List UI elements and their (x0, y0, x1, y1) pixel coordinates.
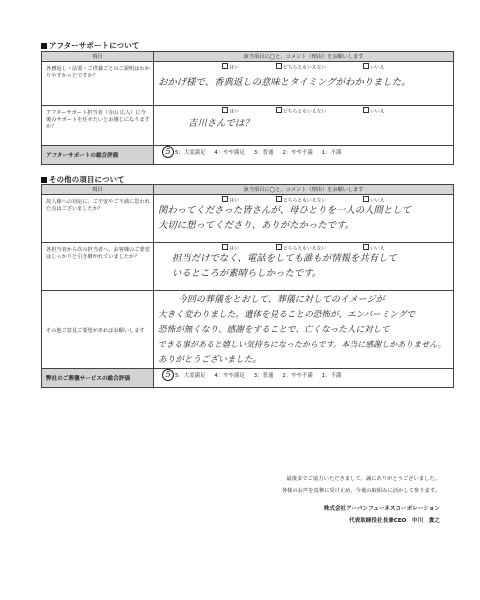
rating-option-5[interactable]: 5 5：大変満足 (162, 146, 205, 158)
overall-rating-label: 弊社のご葬儀サービスの総合評価 (42, 369, 154, 388)
option-no[interactable]: いいえ (363, 244, 384, 252)
option-neutral[interactable]: どちらともいえない (276, 196, 326, 204)
handwritten-comment: 吉川さんでは？ (188, 118, 254, 129)
handwritten-comment-line: 関わってくださった皆さんが、母ひとりを一人の人間として (158, 205, 412, 216)
overall-rating-label: アフターサポートの総合評価 (42, 146, 154, 165)
rating-option-4[interactable]: 4：やや満足 (214, 150, 245, 156)
option-no[interactable]: いいえ (363, 63, 384, 71)
header-answer: 該当項目に◯と、コメント（理由）をお願いします (154, 52, 454, 62)
rating-option-5[interactable]: 5 5：大変満足 (162, 369, 205, 381)
question-deceased-care: 故人様への対応に、ご不安やご不満に思われた点はございましたか？ (42, 195, 154, 243)
question-other-feedback: その他ご意見ご要望があればお願いします (42, 291, 154, 369)
question-support-staff: アフターサポート担当者（寺山 広入）に今後のサポートを任せたいとお感じになりますか？ (42, 106, 154, 146)
handwritten-comment-line: 大切に想ってくださり、ありがたかったです。 (158, 220, 355, 231)
header-item: 項目 (42, 185, 154, 195)
question-handover: 各担当者から次の担当者へ、お客様のご要望はしっかりと引き継がれていましたか？ (42, 243, 154, 291)
option-yes[interactable]: はい (222, 63, 239, 71)
section1-title: アフターサポートについて (41, 40, 139, 51)
option-no[interactable]: いいえ (363, 196, 384, 204)
circled-mark: 5 (162, 369, 174, 381)
rating-scale (154, 146, 453, 158)
section2-title: その他の項目について (41, 174, 125, 185)
rating-option-4[interactable]: 4：やや満足 (214, 373, 245, 379)
rating-scale (154, 369, 453, 381)
closing-thanks: 最後までご協力いただきまして、誠にありがとうございました。 (286, 476, 440, 482)
option-neutral[interactable]: どちらともいえない (276, 63, 326, 71)
rating-option-1[interactable]: 1：不満 (321, 150, 342, 156)
handwritten-comment-line: いるところが素晴らしかったです。 (172, 268, 322, 279)
option-neutral[interactable]: どちらともいえない (276, 244, 326, 252)
rating-option-3[interactable]: 3：普通 (253, 373, 274, 379)
option-yes[interactable]: はい (222, 107, 239, 115)
header-item: 項目 (42, 52, 154, 62)
handwritten-comment-line: 恐怖が無くなり、感謝をすることで、亡くなった人に対して (158, 325, 390, 335)
other-items-table (41, 184, 454, 388)
rating-option-3[interactable]: 3：普通 (253, 150, 274, 156)
rating-option-2[interactable]: 2：やや不満 (282, 373, 313, 379)
question-explanation: 各務返し・法要・ご供養ごとのご説明はわかりやすかったですか？ (42, 62, 154, 106)
handwritten-comment-line: 大きく変わりました。遺体を見ることの恐怖が、エンバーミングで (158, 310, 416, 320)
circled-mark: 5 (162, 146, 174, 158)
handwritten-comment-line: 今回の葬儀をとおして、葬儀に対してのイメージが (178, 295, 385, 305)
option-yes[interactable]: はい (222, 196, 239, 204)
option-yes[interactable]: はい (222, 244, 239, 252)
after-support-table (41, 51, 454, 165)
company-name: 株式会社アーバンフューネスコーポレーション (323, 506, 440, 512)
option-neutral[interactable]: どちらともいえない (276, 107, 326, 115)
handwritten-comment: おかげ様で、香典返しの意味とタイミングがわかりました。 (158, 77, 411, 88)
header-answer: 該当項目に◯と、コメント（理由）をお願いします (154, 185, 454, 195)
rating-option-1[interactable]: 1：不満 (321, 373, 342, 379)
closing-commitment: 各様のお声を真摯に受け止め、今後の取組みに活かして参ります。 (281, 488, 440, 494)
rating-option-2[interactable]: 2：やや不満 (282, 150, 313, 156)
handwritten-comment-line: できる事があると嬉しい気持ちになったからです。本当に感謝しかありません。 (158, 340, 446, 349)
signer-name: 代表取締役社長兼CEO 中川 貴之 (349, 518, 440, 524)
option-no[interactable]: いいえ (363, 107, 384, 115)
handwritten-comment-line: 担当だけでなく、電話をしても誰もが情報を共有して (172, 253, 397, 264)
handwritten-comment-line: ありがとうございました。 (158, 355, 262, 365)
